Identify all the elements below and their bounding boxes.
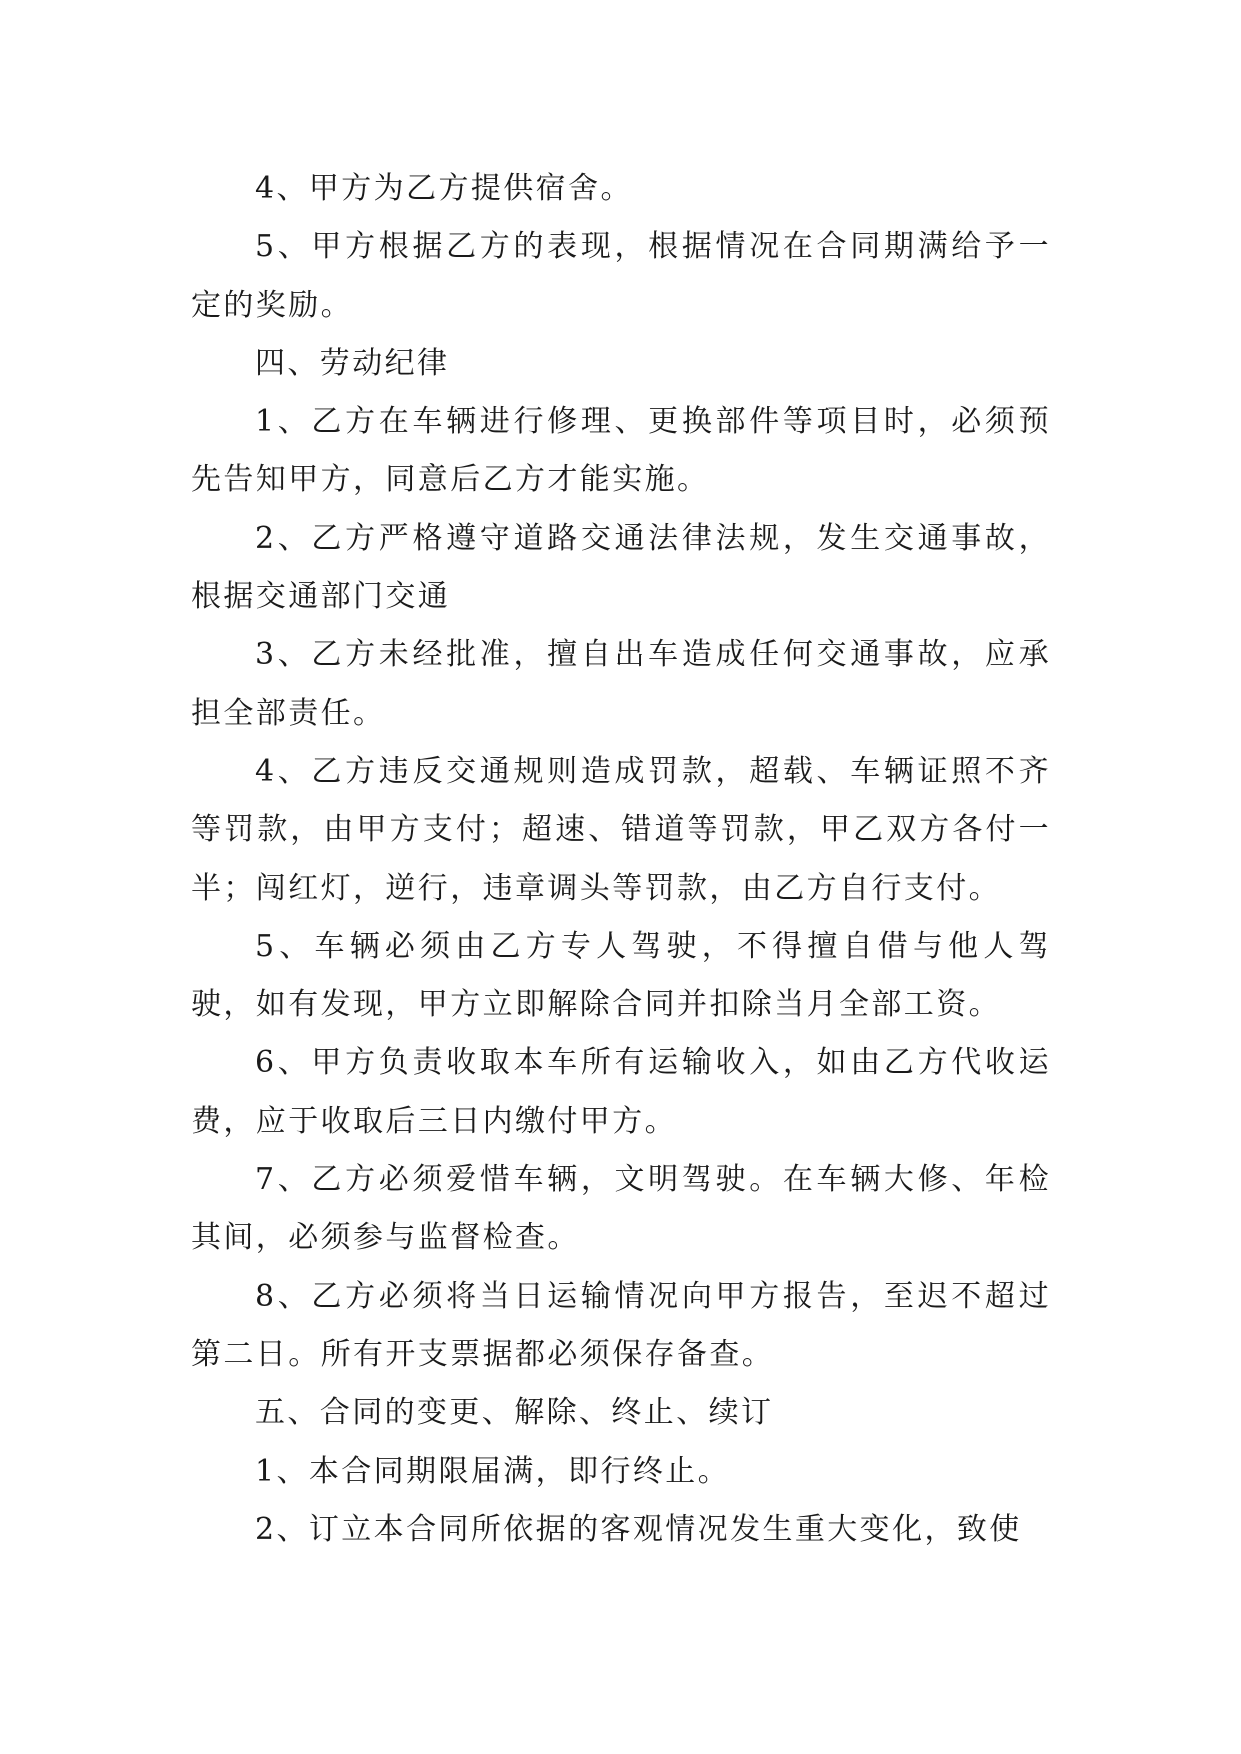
paragraph-repair-notice: 1、乙方在车辆进行修理、更换部件等项目时，必须预先告知甲方，同意后乙方才能实施。 xyxy=(191,404,1051,498)
paragraph-dormitory: 4、甲方为乙方提供宿舍。 xyxy=(255,171,633,206)
paragraph-major-change: 2、订立本合同所依据的客观情况发生重大变化，致使 xyxy=(255,1511,1022,1547)
paragraph-vehicle-care: 7、乙方必须爱惜车辆，文明驾驶。在车辆大修、年检其间，必须参与监督检查。 xyxy=(191,1162,1051,1256)
paragraph-unauthorized-trip: 3、乙方未经批准，擅自出车造成任何交通事故，应承担全部责任。 xyxy=(191,637,1051,731)
paragraph-contract-expiry: 1、本合同期限届满，即行终止。 xyxy=(255,1453,731,1489)
paragraph-dedicated-driver: 5、车辆必须由乙方专人驾驶，不得擅自借与他人驾驶，如有发现，甲方立即解除合同并扣除当月全部工资。 xyxy=(191,928,1051,1023)
paragraph-daily-report: 8、乙方必须将当日运输情况向甲方报告，至迟不超过第二日。所有开支票据都必须保存备查。 xyxy=(191,1278,1051,1372)
document-body xyxy=(191,160,1051,1559)
paragraph-fines: 4、乙方违反交通规则造成罚款，超载、车辆证照不齐等罚款，由甲方支付；超速、错道等罚款，甲乙双方各付一半；闯红灯，逆行，违章调头等罚款，由乙方自行支付。 xyxy=(191,753,1051,906)
paragraph-traffic-laws: 2、乙方严格遵守道路交通法律法规，发生交通事故，根据交通部门交通 xyxy=(191,520,1051,615)
section-heading-contract-changes: 五、合同的变更、解除、终止、续订 xyxy=(255,1395,774,1431)
section-heading-labor-discipline: 四、劳动纪律 xyxy=(255,345,450,381)
paragraph-income-collection: 6、甲方负责收取本车所有运输收入，如由乙方代收运费，应于收取后三日内缴付甲方。 xyxy=(191,1045,1051,1139)
paragraph-reward: 5、甲方根据乙方的表现，根据情况在合同期满给予一定的奖励。 xyxy=(191,229,1051,323)
